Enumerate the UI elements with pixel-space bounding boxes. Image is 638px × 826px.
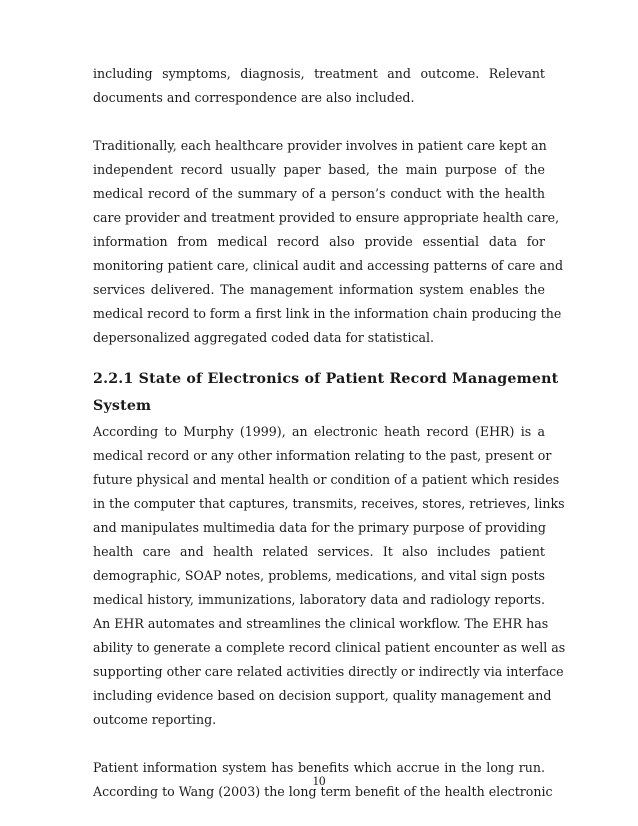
text-line: including symptoms, diagnosis, treatment and outcome. Relevant [93,66,545,81]
text-line: including evidence based on decision support, quality management and [93,688,552,703]
text-line: information from medical record also provide essential data for [93,234,545,249]
text-line: independent record usually paper based, the main purpose of the [93,162,545,177]
text-line: future physical and mental health or condition of a patient which resides [93,472,560,487]
text-line: outcome reporting. [93,712,217,727]
text-line: medical record or any other information relating to the past, present or [93,448,552,463]
section-heading [93,366,559,420]
text-line: Traditionally, each healthcare provider involves in patient care kept an [93,138,547,153]
page-number: 10 [312,773,326,788]
text-line: and manipulates multimedia data for the primary purpose of providing [93,520,546,535]
document-page [93,62,566,804]
section-heading-line: System [93,398,152,414]
paragraph-3 [93,420,566,732]
section-heading-line: 2.2.1 State of Electronics of Patient Record Management [93,371,559,387]
text-line: in the computer that captures, transmits, receives, stores, retrieves, links [93,496,565,511]
text-line: According to Wang (2003) the long term benefit of the health electronic [93,784,553,799]
paragraph-spacer [93,732,545,756]
text-line: medical history, immunizations, laboratory data and radiology reports. [93,592,545,607]
paragraph-spacer [93,110,545,134]
text-line: care provider and treatment provided to ensure appropriate health care, [93,210,560,225]
text-line: ability to generate a complete record clinical patient encounter as well as [93,640,566,655]
text-line: documents and correspondence are also included. [93,90,415,105]
text-line: depersonalized aggregated coded data for statistical. [93,330,435,345]
text-line: supporting other care related activities directly or indirectly via interface [93,664,564,679]
text-line: health care and health related services. It also includes patient [93,544,545,559]
text-line: An EHR automates and streamlines the clinical workflow. The EHR has [93,616,549,631]
heading-spacer [93,350,545,366]
text-line: According to Murphy (1999), an electronic heath record (EHR) is a [93,424,545,439]
paragraph-2 [93,134,564,350]
text-line: demographic, SOAP notes, problems, medications, and vital sign posts [93,568,545,583]
text-line: services delivered. The management information system enables the [93,282,545,297]
text-line: medical record to form a first link in the information chain producing the [93,306,562,321]
text-line: monitoring patient care, clinical audit and accessing patterns of care and [93,258,564,273]
text-line: Patient information system has benefits which accrue in the long run. [93,760,545,775]
paragraph-1 [93,62,545,110]
text-line: medical record of the summary of a person’s conduct with the health [93,186,545,201]
